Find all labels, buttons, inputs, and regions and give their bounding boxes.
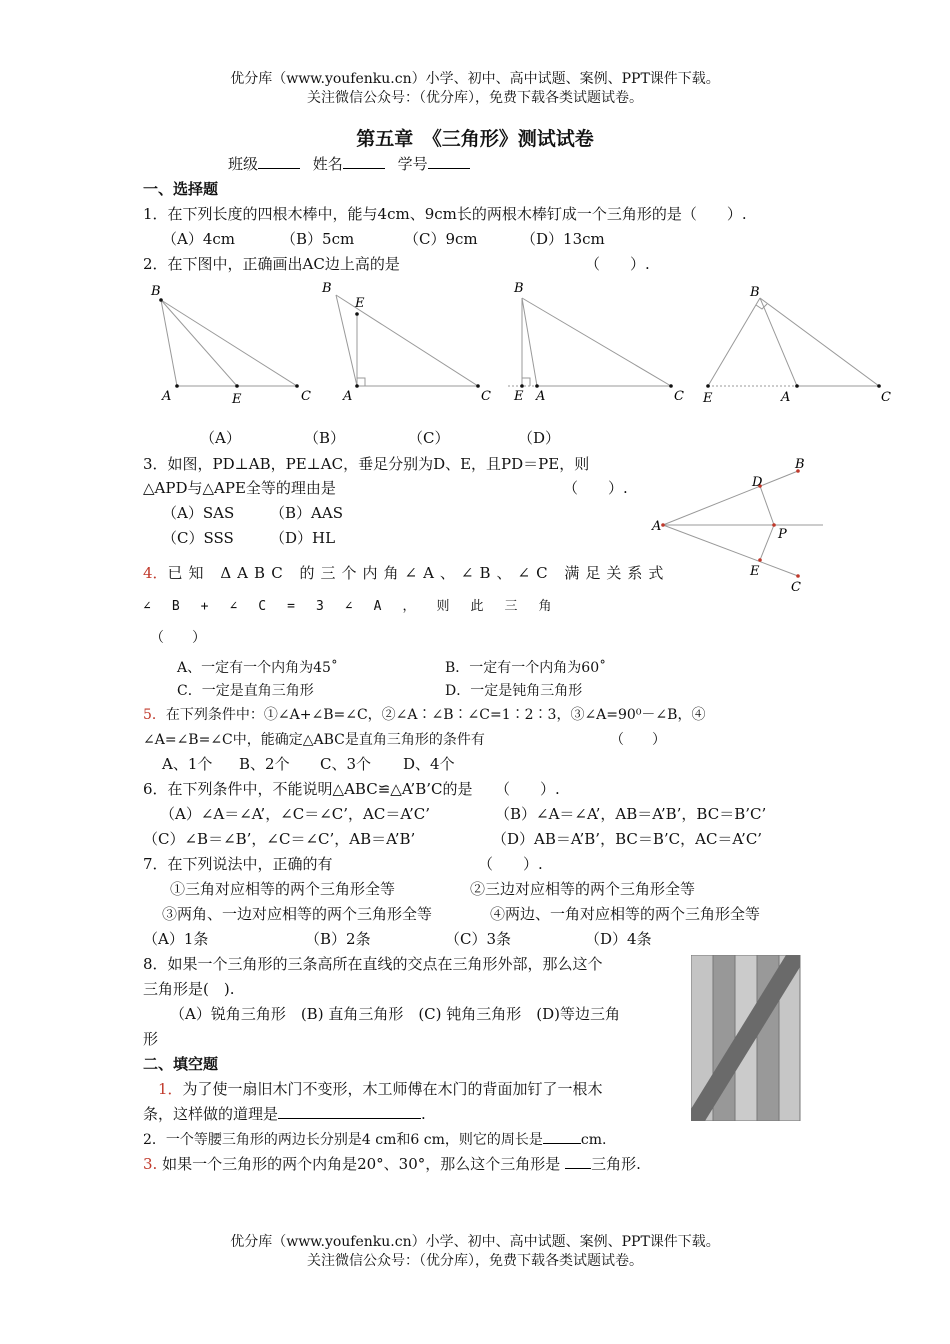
q7-statement-3: ③两角、一边对应相等的两个三角形全等 [162,905,433,923]
q2-option-c: （C） [408,429,450,447]
q5-number: 5． [143,707,166,723]
q3-paren: （ ）. [563,479,628,497]
name-blank[interactable] [343,153,385,169]
q3-option-b: （B）AAS [270,504,343,522]
q2-figure-d [708,298,879,386]
fig-a-label-b: B [151,284,161,299]
name-label: 姓名 [312,155,343,173]
f3-number: 3. [143,1155,158,1173]
q5-option-c: C、3个 [320,755,372,773]
q8-options: （A）锐角三角形 (B) 直角三角形 (C) 钝角三角形 (D)等边三角 [170,1005,621,1023]
f1-number: 1． [158,1080,183,1098]
q3-option-c: （C）SSS [162,529,234,547]
class-label: 班级 [228,155,259,173]
f3-blank[interactable] [565,1153,591,1169]
fig-c-label-a: A [536,389,546,404]
q5-line-1-text: 在下列条件中：①∠A+∠B=∠C，②∠A∶∠B∶∠C=1∶2∶3，③∠A=90⁰－∠B，④ [165,707,706,723]
fig-c-label-e: E [514,389,524,404]
q6-text: 6．在下列条件中，不能说明△ABC≌△A’B’C的是 （ ）. [143,780,560,798]
q5-line-2: ∠A=∠B=∠C中，能确定△ABC是直角三角形的条件有 [143,732,485,748]
q4-line-1 [143,562,670,583]
q1-option-a: （A）4cm [162,230,236,248]
fig-b-label-c: C [481,389,491,404]
q7-statement-1: ①三角对应相等的两个三角形全等 [170,880,396,898]
footer-line-2: 关注微信公众号：（优分库），免费下载各类试题试卷。 [307,1253,643,1269]
f1-line-1 [158,1078,603,1099]
q5-option-b: B、2个 [239,755,290,773]
q1-option-d: （D）13cm [521,230,605,248]
fig3-label-b: B [795,457,805,472]
q7-option-d: （D）4条 [585,930,652,948]
section-choice: 一、选择题 [143,180,219,198]
q3-option-d: （D）HL [270,529,336,547]
q2-text: 2．在下图中，正确画出AC边上高的是 [143,255,400,273]
q2-figure-c [508,298,671,386]
q5-option-a: A、1个 [162,755,213,773]
q1-option-b: （B）5cm [281,230,355,248]
door-figure [691,955,801,1121]
f1-line-1-text: 为了使一扇旧木门不变形，木工师傅在木门的背面加钉了一根木 [182,1080,603,1098]
fig-a-label-c: C [301,389,311,404]
fig-d-label-e: E [703,391,713,406]
q4-option-c: C．一定是直角三角形 [177,683,314,699]
f3-text: 如果一个三角形的两个内角是20°、30°，那么这个三角形是 [162,1155,561,1173]
q7-paren: （ ）. [478,855,543,873]
f3-line [143,1153,641,1174]
q7-statement-2: ②三边对应相等的两个三角形全等 [470,880,696,898]
q2-option-d: （D） [518,429,561,447]
q6-option-c: （C）∠B＝∠B’，∠C＝∠C’，AB＝A’B’ [143,830,416,848]
q6-option-b: （B）∠A＝∠A’，AB＝A’B’，BC＝B’C’ [495,805,767,823]
student-info [228,153,470,174]
q3-option-a: （A）SAS [162,504,235,522]
q5-paren: （ ） [610,732,666,748]
header-line-1: 优分库（www.youfenku.cn）小学、初中、高中试题、案例、PPT课件下载。 [230,71,720,87]
q7-option-a: （A）1条 [143,930,209,948]
q2-figure-a [161,300,297,386]
f1-end: . [421,1105,426,1123]
q6-option-a: （A）∠A＝∠A’，∠C＝∠C’，AC＝A’C’ [160,805,431,823]
f1-line-2-text: 条，这样做的道理是 [143,1105,279,1123]
number-blank[interactable] [428,153,470,169]
f2-end: cm. [580,1132,607,1148]
q4-option-b: B．一定有一个内角为60˚ [445,660,607,676]
q4-option-a: A、一定有一个内角为45˚ [177,660,338,676]
header-line-2: 关注微信公众号：（优分库），免费下载各类试题试卷。 [307,90,643,106]
number-label: 学号 [397,155,428,173]
q6-option-d: （D）AB＝A’B’，BC＝B’C，AC＝A’C’ [492,830,763,848]
class-blank[interactable] [258,153,300,169]
q2-paren: （ ）. [585,255,650,273]
q8-line-2: 三角形是( ). [143,980,235,998]
q5-line-1 [143,704,705,724]
fig-d-label-a: A [781,390,791,405]
f2-text: 2．一个等腰三角形的两边长分别是4 cm和6 cm，则它的周长是 [143,1132,543,1148]
q8-line-1: 8．如果一个三角形的三条高所在直线的交点在三角形外部，那么这个 [143,955,603,973]
fig-a-label-e: E [232,392,242,407]
q7-text: 7．在下列说法中，正确的有 [143,855,333,873]
fig-a-label-a: A [162,389,172,404]
fig-d-label-c: C [881,390,891,405]
q3-line-2: △APD与△APE全等的理由是 [143,479,336,497]
q4-line-1-text: 已知 ΔABC 的三个内角∠A、∠B、∠C 满足关系式 [167,564,670,582]
fig-b-label-e: E [355,296,365,311]
fig-b-label-a: A [343,389,353,404]
fig3-label-a: A [652,519,662,534]
q4-number: 4． [143,564,168,582]
fig3-label-p: P [778,527,787,542]
f3-end: 三角形. [591,1155,641,1173]
q3-line-1: 3．如图，PD⊥AB，PE⊥AC，垂足分别为D、E，且PD＝PE，则 [143,455,590,473]
q3-figure [648,455,828,600]
q4-line-2: ∠B+∠C=3∠A，则此三角 [143,599,573,614]
footer-line-1: 优分库（www.youfenku.cn）小学、初中、高中试题、案例、PPT课件下载。 [230,1234,720,1250]
f1-blank[interactable] [278,1103,421,1119]
q5-option-d: D、4个 [403,755,455,773]
q8-options-tail: 形 [143,1030,159,1048]
q4-line-3: （ ） [150,630,206,646]
q7-option-b: （B）2条 [305,930,371,948]
q1-text: 1．在下列长度的四根木棒中，能与4cm、9cm长的两根木棒钉成一个三角形的是（ ）. [143,205,747,223]
fig3-label-e: E [750,564,760,579]
fig-d-label-b: B [750,285,760,300]
f1-line-2 [143,1103,426,1124]
q2-figures [140,278,900,408]
fig-c-label-b: B [514,281,524,296]
fig-b-label-b: B [322,281,332,296]
page-title: 第五章 《三角形》测试试卷 [356,128,594,150]
q7-statement-4: ④两边、一角对应相等的两个三角形全等 [490,905,761,923]
q7-option-c: （C）3条 [445,930,512,948]
f2-blank[interactable] [543,1128,581,1144]
q2-option-b: （B） [304,429,346,447]
fig-c-label-c: C [674,389,684,404]
fig3-label-d: D [752,475,763,490]
q4-option-d: D．一定是钝角三角形 [445,683,583,699]
q2-option-a: （A） [200,429,241,447]
fig3-label-c: C [791,580,801,595]
q1-option-c: （C）9cm [404,230,478,248]
section-fill: 二、填空题 [143,1055,219,1073]
f2-line [143,1128,606,1149]
